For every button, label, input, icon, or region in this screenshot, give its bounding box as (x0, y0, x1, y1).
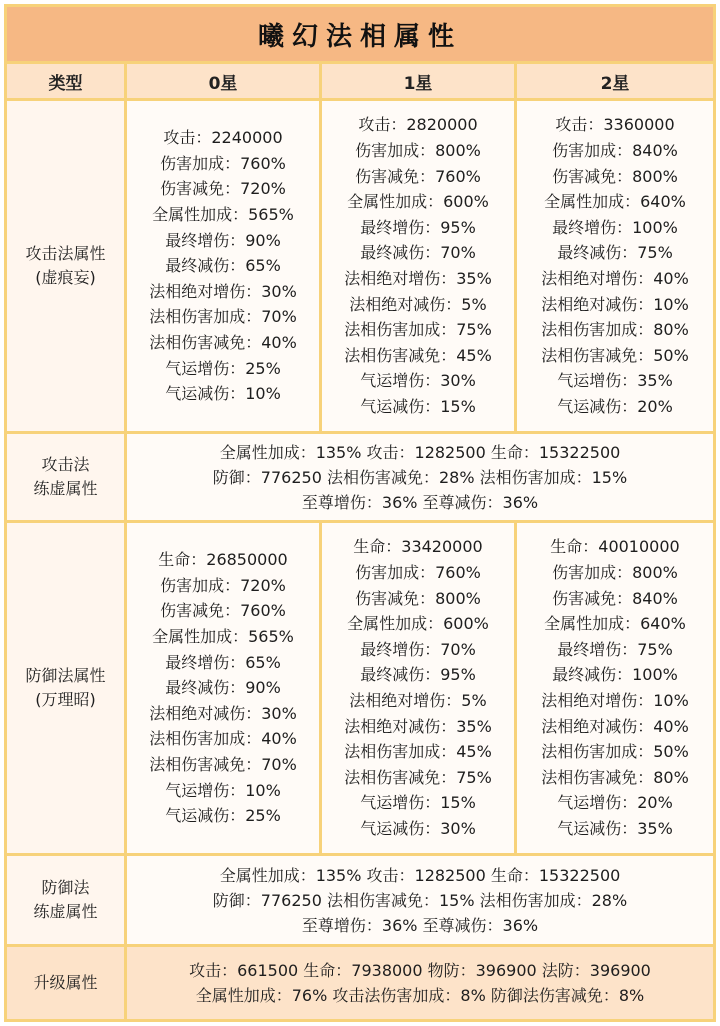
label-line: 升级属性 (33, 973, 98, 992)
stat-line: 伤害减免：800% (552, 166, 678, 186)
stat-line: 伤害加成：720% (160, 575, 286, 595)
stat-line: 法相绝对减伤：35% (344, 716, 492, 736)
stat-line: 气运减伤：10% (165, 384, 281, 404)
defense-form-star-0 (127, 523, 319, 853)
stat-line: 全属性加成：565% (152, 205, 294, 225)
stat-line: 伤害减免：800% (355, 588, 481, 608)
label-line: (虚痕妄) (35, 268, 96, 287)
row-label-defense-refine (7, 856, 124, 944)
stat-line: 最终减伤：95% (360, 665, 476, 685)
stat-line: 法相伤害减免：70% (149, 754, 297, 774)
row-label-attack-refine (7, 434, 124, 520)
stat-line: 法相绝对减伤：30% (149, 703, 297, 723)
row-label-defense-form (7, 523, 124, 853)
stat-line: 伤害减免：760% (160, 601, 286, 621)
stat-line: 气运减伤：35% (557, 818, 673, 838)
header-star-1: 1星 (322, 64, 514, 98)
stat-line: 气运减伤：30% (360, 818, 476, 838)
stat-line: 伤害加成：800% (552, 563, 678, 583)
stat-line: 气运增伤：15% (360, 793, 476, 813)
stat-line: 法相绝对减伤：40% (541, 716, 689, 736)
label-line: 防御法 (41, 878, 90, 897)
stat-line: 气运增伤：30% (360, 371, 476, 391)
stat-line: 法相绝对减伤：10% (541, 294, 689, 314)
stat-line: 伤害加成：840% (552, 141, 678, 161)
stat-line: 生命：40010000 (550, 537, 680, 557)
defense-form-star-1 (322, 523, 514, 853)
stat-line: 全属性加成：565% (152, 627, 294, 647)
stat-line: 伤害加成：760% (160, 153, 286, 173)
stat-line: 最终增伤：70% (360, 639, 476, 659)
stat-line: 生命：33420000 (353, 537, 483, 557)
stat-line: 法相伤害减免：75% (344, 767, 492, 787)
stat-line: 攻击：2820000 (358, 115, 478, 135)
label-line: 练虚属性 (33, 902, 98, 921)
stat-line: 法相伤害加成：40% (149, 729, 297, 749)
value-line: 防御：776250 法相伤害减免：28% 法相伤害加成：15% (212, 467, 628, 487)
value-line: 全属性加成：135% 攻击：1282500 生命：15322500 (219, 442, 621, 462)
stat-line: 最终增伤：90% (165, 230, 281, 250)
header-star-2: 2星 (517, 64, 713, 98)
upgrade-values (127, 947, 713, 1019)
stat-line: 最终增伤：65% (165, 652, 281, 672)
stat-line: 最终减伤：65% (165, 256, 281, 276)
stat-line: 最终增伤：100% (552, 217, 678, 237)
label-line: 攻击法属性 (25, 244, 106, 263)
value-line: 全属性加成：76% 攻击法伤害加成：8% 防御法伤害减免：8% (195, 986, 645, 1005)
stat-line: 攻击：3360000 (555, 115, 675, 135)
stat-line: 法相绝对增伤：10% (541, 691, 689, 710)
stat-line: 伤害加成：800% (355, 141, 481, 161)
stat-line: 全属性加成：600% (347, 192, 489, 212)
stat-line: 气运减伤：25% (165, 806, 281, 826)
stat-line: 气运增伤：20% (557, 793, 673, 813)
stat-line: 最终减伤：100% (552, 665, 678, 685)
stat-line: 法相绝对减伤：5% (349, 294, 487, 314)
attribute-table (4, 4, 716, 1022)
stat-line: 伤害减免：760% (355, 166, 481, 186)
stat-line: 气运增伤：25% (165, 358, 281, 378)
row-label-attack-form (7, 101, 124, 431)
stat-line: 气运减伤：15% (360, 396, 476, 416)
stat-line: 伤害加成：760% (355, 563, 481, 583)
label-line: 练虚属性 (33, 479, 98, 498)
stat-line: 法相绝对增伤：30% (149, 281, 297, 301)
value-line: 防御：776250 法相伤害减免：15% 法相伤害加成：28% (212, 890, 628, 910)
stat-line: 法相绝对增伤：40% (541, 269, 689, 288)
value-line: 全属性加成：135% 攻击：1282500 生命：15322500 (219, 865, 621, 885)
stat-line: 生命：26850000 (158, 550, 288, 570)
stat-line: 气运增伤：35% (557, 371, 673, 391)
defense-refine-values (127, 856, 713, 944)
stat-line: 气运增伤：10% (165, 780, 281, 800)
stat-line: 最终减伤：90% (165, 678, 281, 698)
stat-line: 伤害减免：840% (552, 588, 678, 608)
stat-line: 气运减伤：20% (557, 396, 673, 416)
row-label-upgrade (7, 947, 124, 1019)
stat-line: 攻击：2240000 (163, 128, 283, 148)
stat-line: 法相绝对增伤：35% (344, 269, 492, 288)
label-line: 防御法属性 (25, 666, 106, 685)
attack-form-star-1 (322, 101, 514, 431)
label-line: (万理昭) (35, 690, 96, 709)
stat-line: 法相伤害减免：40% (149, 332, 297, 352)
label-line: 攻击法 (41, 455, 90, 474)
table-title: 曦幻法相属性 (7, 7, 713, 61)
stat-line: 最终减伤：75% (557, 243, 673, 263)
attack-form-star-0 (127, 101, 319, 431)
attack-refine-values (127, 434, 713, 520)
stat-line: 伤害减免：720% (160, 179, 286, 199)
stat-line: 最终增伤：75% (557, 639, 673, 659)
stat-line: 法相伤害加成：70% (149, 307, 297, 327)
stat-line: 法相伤害加成：75% (344, 320, 492, 340)
value-line: 攻击：661500 生命：7938000 物防：396900 法防：396900 (189, 961, 651, 980)
value-line: 至尊增伤：36% 至尊减伤：36% (301, 492, 539, 512)
stat-line: 最终增伤：95% (360, 217, 476, 237)
stat-line: 法相绝对增伤：5% (349, 691, 487, 710)
header-star-0: 0星 (127, 64, 319, 98)
stat-line: 全属性加成：640% (544, 614, 686, 634)
stat-line: 法相伤害加成：80% (541, 320, 689, 340)
stat-line: 法相伤害加成：45% (344, 742, 492, 762)
header-type: 类型 (7, 64, 124, 98)
stat-line: 法相伤害减免：45% (344, 345, 492, 365)
attack-form-star-2 (517, 101, 713, 431)
value-line: 至尊增伤：36% 至尊减伤：36% (301, 915, 539, 935)
stat-line: 法相伤害加成：50% (541, 742, 689, 762)
stat-line: 法相伤害减免：50% (541, 345, 689, 365)
stat-line: 全属性加成：600% (347, 614, 489, 634)
stat-line: 全属性加成：640% (544, 192, 686, 212)
stat-line: 法相伤害减免：80% (541, 767, 689, 787)
stat-line: 最终减伤：70% (360, 243, 476, 263)
defense-form-star-2 (517, 523, 713, 853)
